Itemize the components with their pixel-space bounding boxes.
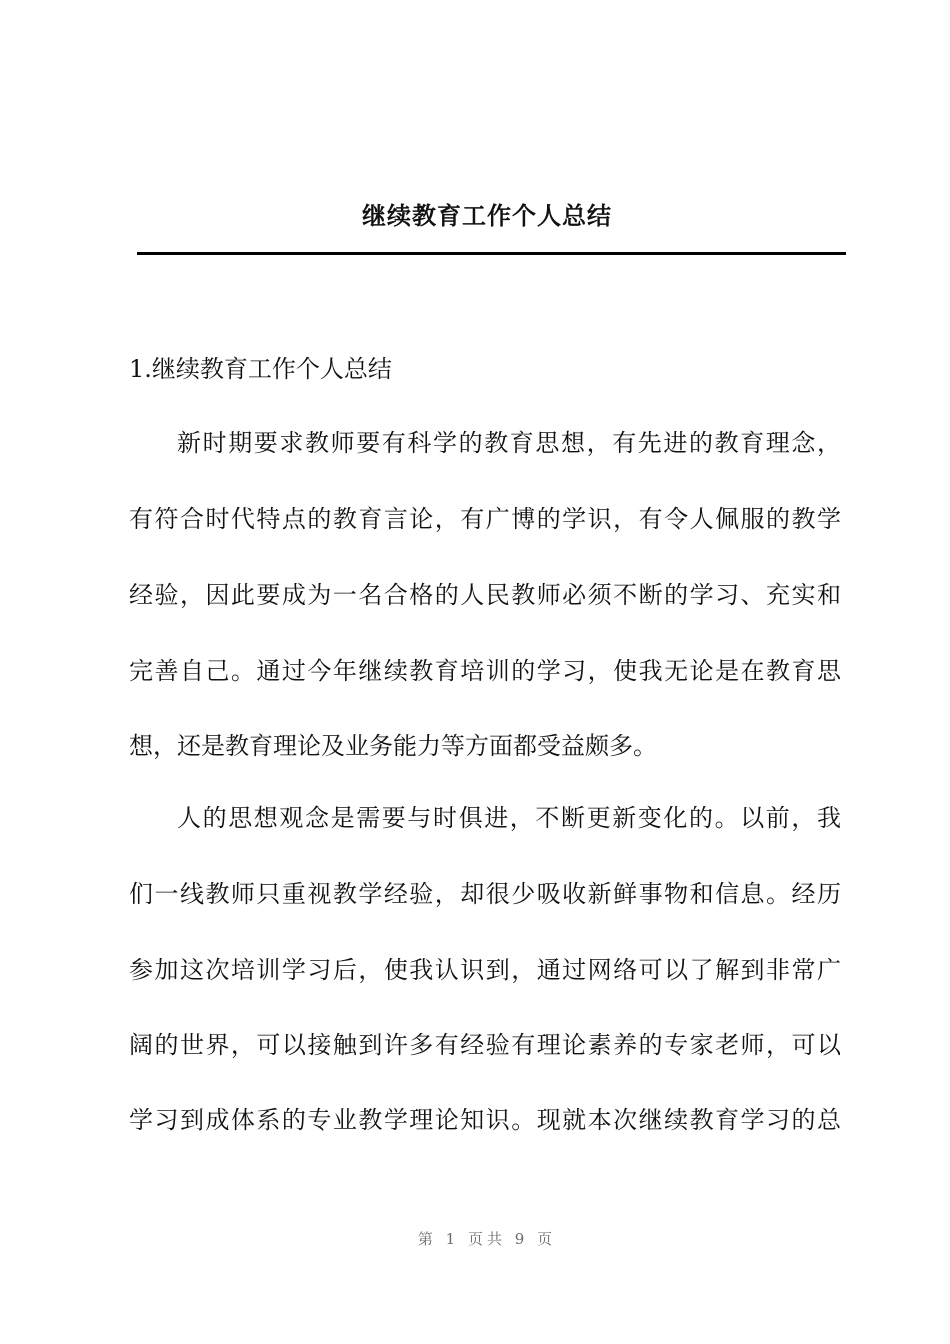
paragraph-2-line-4: 阔的世界，可以接触到许多有经验有理论素养的专家老师，可以 — [129, 1031, 841, 1059]
paragraph-1-line-5: 想，还是教育理论及业务能力等方面都受益颇多。 — [129, 732, 657, 760]
page-number-footer: 第 1 页共 9 页 — [417, 1230, 557, 1248]
paragraph-1-line-1: 新时期要求教师要有科学的教育思想，有先进的教育理念， — [177, 429, 841, 457]
paragraph-1-line-3: 经验，因此要成为一名合格的人民教师必须不断的学习、充实和 — [129, 581, 841, 609]
paragraph-2-line-3: 参加这次培训学习后，使我认识到，通过网络可以了解到非常广 — [129, 956, 841, 984]
paragraph-1-line-2: 有符合时代特点的教育言论，有广博的学识，有令人佩服的教学 — [129, 505, 841, 533]
paragraph-2-line-2: 们一线教师只重视教学经验，却很少吸收新鲜事物和信息。经历 — [129, 880, 841, 908]
paragraph-1-line-4: 完善自己。通过今年继续教育培训的学习，使我无论是在教育思 — [129, 657, 841, 685]
paragraph-2-line-1: 人的思想观念是需要与时俱进，不断更新变化的。以前，我 — [177, 804, 841, 832]
document-title: 继续教育工作个人总结 — [362, 202, 612, 230]
paragraph-2-line-5: 学习到成体系的专业教学理论知识。现就本次继续教育学习的总 — [129, 1106, 841, 1134]
title-underline-rule — [137, 252, 846, 255]
section-heading: 1.继续教育工作个人总结 — [129, 355, 392, 383]
